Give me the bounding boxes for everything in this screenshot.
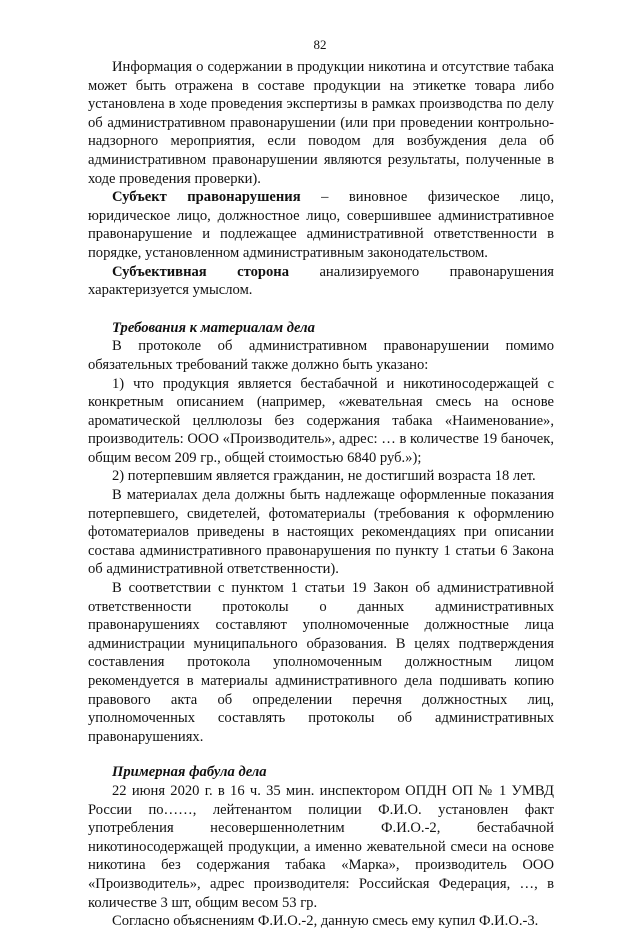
paragraph-protocol: В протоколе об административном правонарушении помимо обязательных требований также должно быть указано: <box>88 338 554 373</box>
paragraph-nicotine-info: Информация о содержании в продукции никотина и отсутствие табака может быть отражена в составе продукции на этикетке товара либо установлена в ходе проведения экспертизы в рамках производства по делу об административном правонарушении (или при проведении контрольно-надзорного мероприятия, если поводом для возбуждения дела об административном правонарушении являются результаты, полученные в ходе проведения проверки). <box>88 59 554 187</box>
paragraph-item-1: 1) что продукция является бестабачной и никотиносодержащей с конкретным описанием (например, «жевательная смесь на основе ароматической целлюлозы без содержания табака «Наименование», производитель: ООО «Производитель», адрес: … в количестве 19 баночек, общим весом 209 гр., общей стоимостью 6840 руб.»); <box>88 375 554 466</box>
paragraph-subject <box>88 188 554 262</box>
subject-text: – виновное физическое лицо, юридическое лицо, должностное лицо, совершившее административное правонарушение и подлежащее административной ответственности в порядке, установленном административным законодательством. <box>88 189 554 261</box>
paragraph-authorized-officials: В соответствии с пунктом 1 статьи 19 Закон об административной ответственности протоколы о данных административных правонарушениях составляют уполномоченные должностные лица администрации муниципального образования. В целях подтверждения составления протокола уполномоченным должностным лицом рекомендуется в материалы административного дела подшивать копию правового акта об определении перечня должностных лиц, уполномоченных составлять протоколы об административных правонарушениях. <box>88 580 554 745</box>
paragraph-subjective-side <box>88 263 554 300</box>
section-heading-requirements: Требования к материалам дела <box>112 319 315 336</box>
term-subject: Субъект правонарушения <box>112 189 301 206</box>
subjective-side-text: анализируемого правонарушения характеризуется умыслом. <box>88 263 555 299</box>
page-body <box>88 58 554 931</box>
term-subjective-side: Субъективная сторона <box>112 263 289 280</box>
paragraph-case-materials: В материалах дела должны быть надлежаще оформленные показания потерпевшего, свидетелей, фотоматериалы (требования к оформлению фотоматериалов приведены в настоящих рекомендациях при описании состава административного правонарушения по пункту 1 статьи 6 Закона об административной ответственности). <box>88 487 554 578</box>
section-heading-sample-plot: Примерная фабула дела <box>112 764 267 781</box>
paragraph-item-2: 2) потерпевшим является гражданин, не достигший возраста 18 лет. <box>112 468 536 485</box>
paragraph-sample-case: 22 июня 2020 г. в 16 ч. 35 мин. инспектором ОПДН ОП № 1 УМВД России по……, лейтенантом полиции Ф.И.О. установлен факт употребления несовершеннолетним Ф.И.О.-2, бестабачной никотиносодержащей продукции, а именно жевательной смеси на основе никотина без содержания табака «Марка», производитель ООО «Производитель», адрес производителя: Российская Федерация, …, в количестве 3 шт, общим весом 53 гр. <box>88 782 554 911</box>
paragraph-explanations: Согласно объяснениям Ф.И.О.-2, данную смесь ему купил Ф.И.О.-3. <box>112 913 539 930</box>
page-number: 82 <box>313 37 327 52</box>
